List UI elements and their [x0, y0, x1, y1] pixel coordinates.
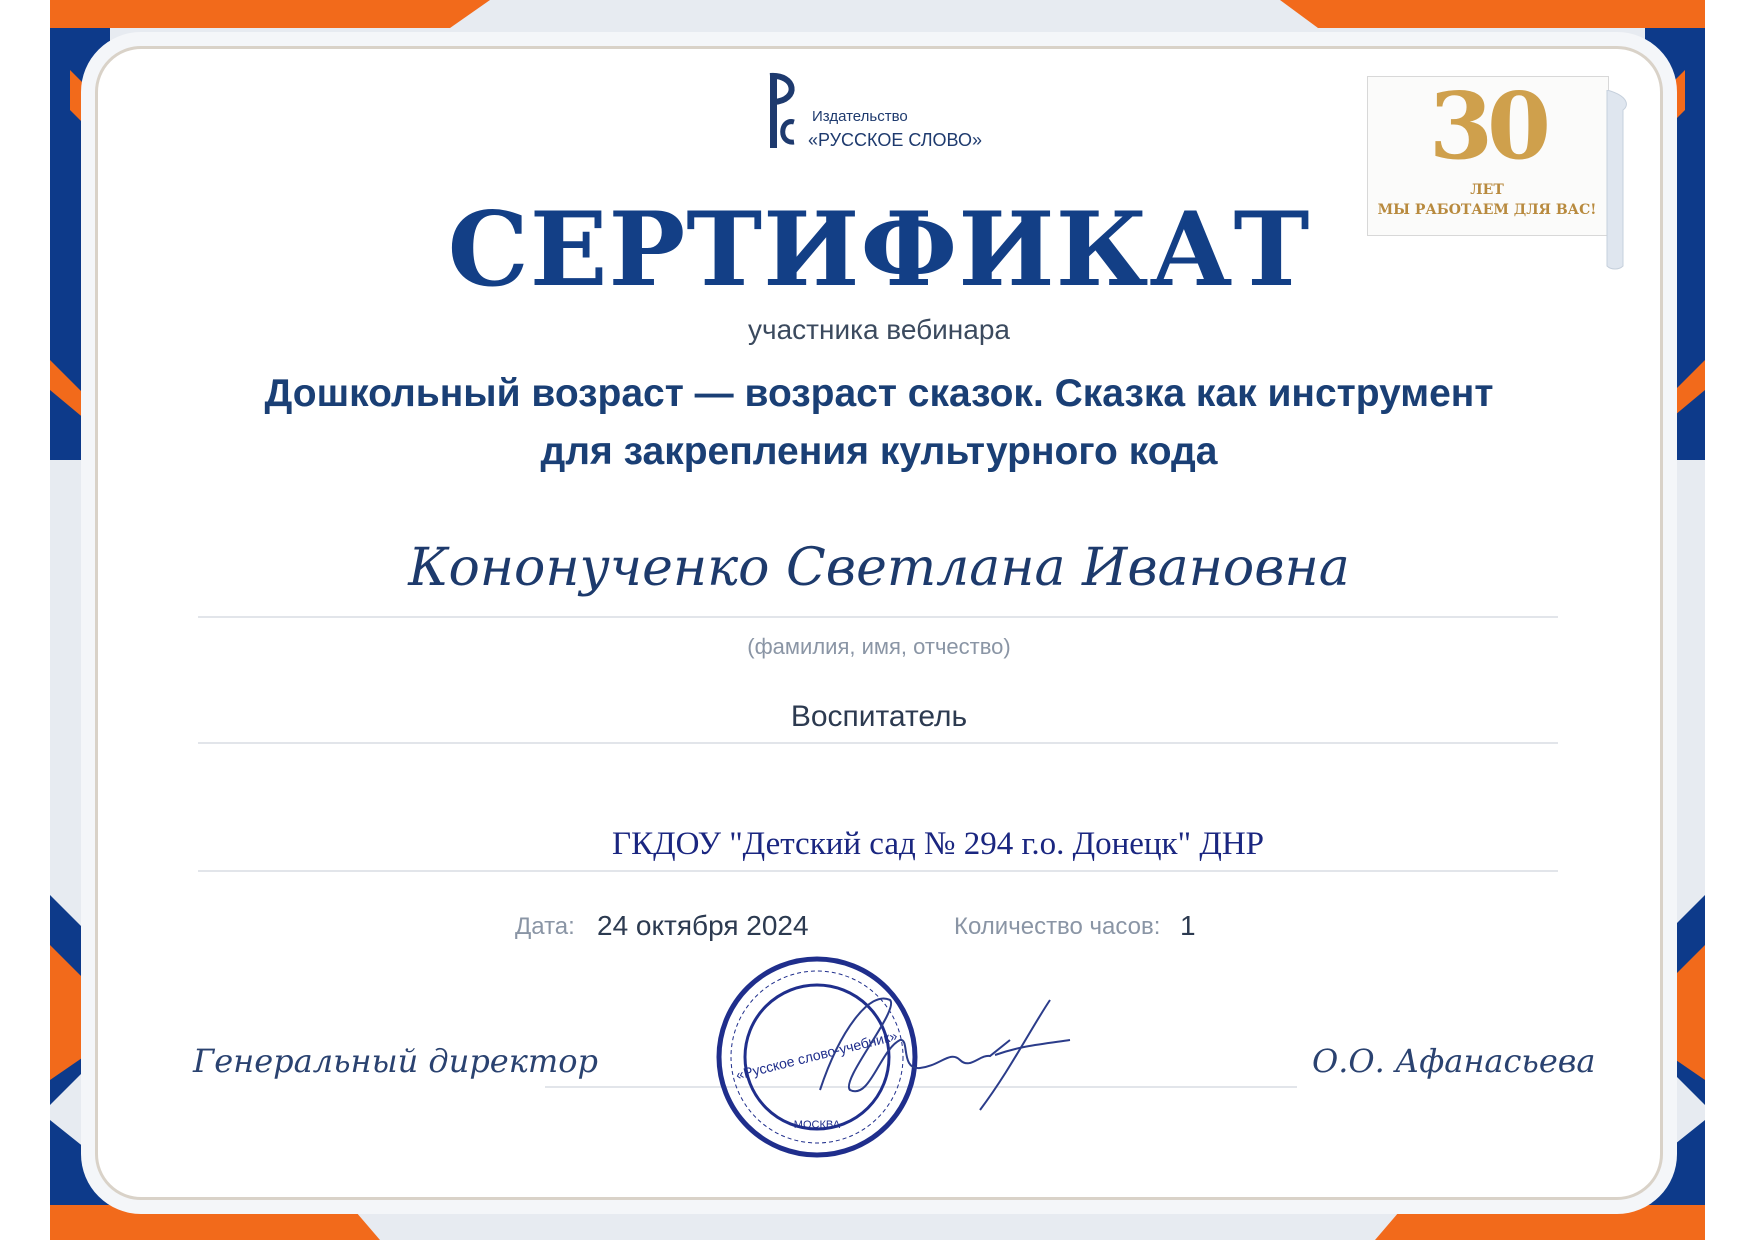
recipient-position: Воспитатель — [790, 700, 968, 733]
signatory-role: Генеральный директор — [193, 1042, 598, 1080]
position-underline — [198, 742, 1558, 744]
publisher-logo — [760, 72, 1000, 162]
webinar-topic — [95, 365, 1663, 481]
date-value: 24 октября 2024 — [597, 910, 809, 941]
name-underline — [198, 616, 1558, 618]
hours-value: 1 — [1180, 910, 1196, 941]
anniversary-years: ЛЕТ — [1470, 182, 1504, 198]
webinar-topic-line-1: Дошкольный возраст — возраст сказок. Сказка как инструмент — [264, 372, 1494, 415]
name-hint: (фамилия, имя, отчество) — [747, 634, 1011, 659]
webinar-topic-line-2: для закрепления культурного кода — [540, 430, 1218, 473]
signatory-name: О.О. Афанасьева — [1312, 1042, 1596, 1080]
stamp-text: «Русское слово-учебник» — [734, 1027, 899, 1083]
certificate-subtitle: участника вебинара — [748, 314, 1010, 345]
organization-underline — [198, 870, 1558, 872]
publisher-label: Издательство — [812, 108, 908, 125]
recipient-organization: ГКДОУ "Детский сад № 294 г.о. Донецк" ДНР — [612, 826, 1265, 862]
date-label: Дата: — [515, 913, 575, 940]
handwritten-signature — [780, 970, 1080, 1120]
stamp-city: МОСКВА — [793, 1119, 841, 1131]
recipient-name: Кононученко Светлана Ивановна — [408, 538, 1350, 598]
rs-monogram-icon — [760, 72, 804, 152]
anniversary-slogan: МЫ РАБОТАЕМ ДЛЯ ВАС! — [1377, 202, 1597, 218]
hours-label: Количество часов: — [954, 913, 1161, 940]
publisher-name: «РУССКОЕ СЛОВО» — [808, 130, 982, 150]
anniversary-number: 30 — [1428, 72, 1546, 180]
certificate-title: СЕРТИФИКАТ — [447, 190, 1311, 310]
